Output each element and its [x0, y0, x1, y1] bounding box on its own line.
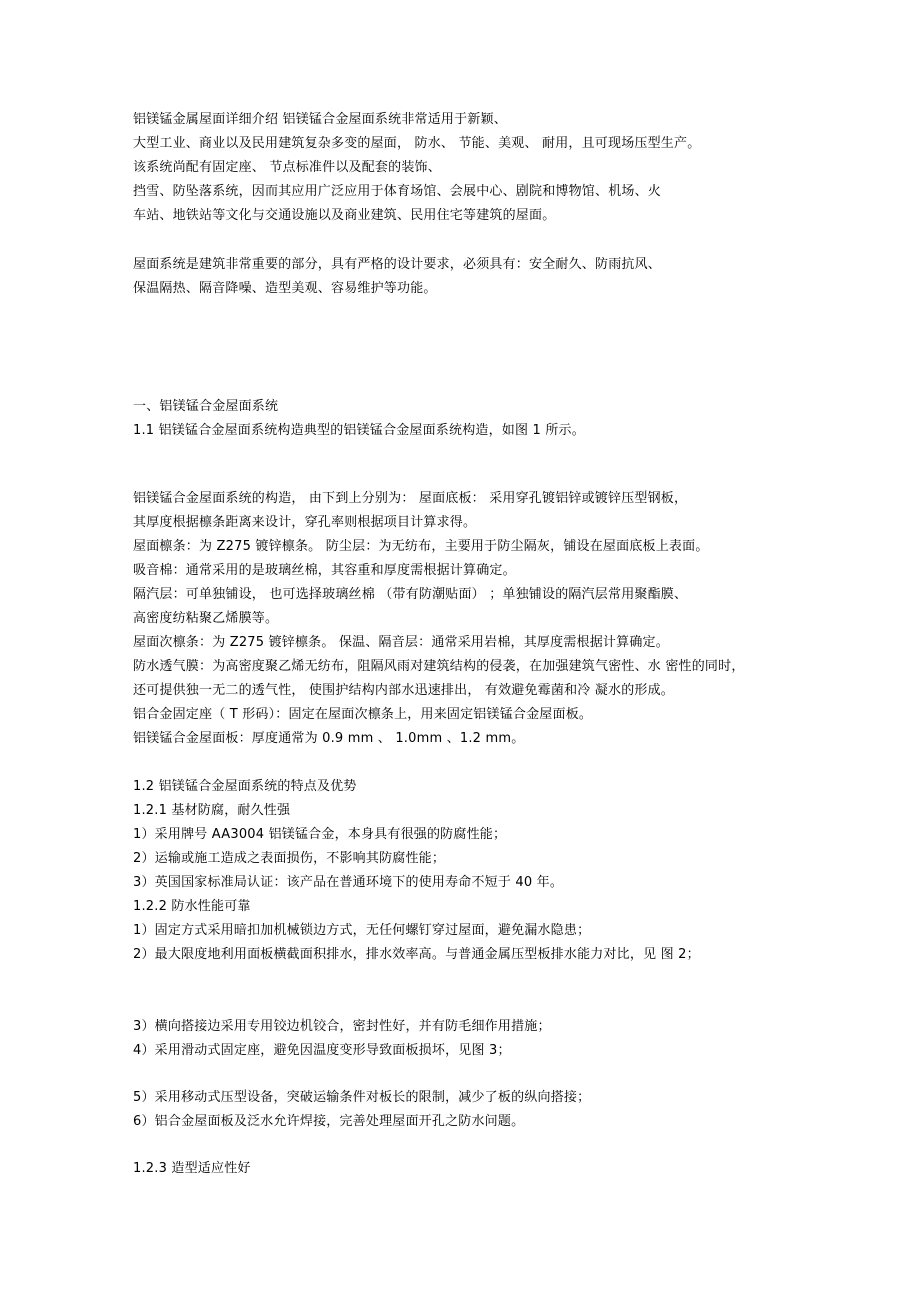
- list-item: 2）最大限度地利用面板横截面积排水，排水效率高。与普通金属压型板排水能力对比，见 图 2；: [133, 947, 700, 962]
- paragraph-line: 其厚度根据檩条距离来设计，穿孔率则根据项目计算求得。: [133, 515, 477, 530]
- paragraph-line: 该系统尚配有固定座、 节点标准件以及配套的装饰、: [133, 160, 441, 175]
- list-item: 3）英国国家标准局认证：该产品在普通环境下的使用寿命不短于 40 年。: [133, 875, 564, 890]
- paragraph-line: 屋面次檩条：为 Z275 镀锌檩条。 保温、隔音层：通常采用岩棉，其厚度需根据计算确定。: [133, 635, 669, 650]
- paragraph-line: 铝镁锰合金屋面系统的构造， 由下到上分别为： 屋面底板： 采用穿孔镀铝锌或镀锌压型钢板，: [133, 491, 688, 506]
- subsection-heading: 1.2.2 防水性能可靠: [133, 899, 251, 914]
- list-item: 2）运输或施工造成之表面损伤，不影响其防腐性能；: [133, 851, 446, 866]
- paragraph-line: 大型工业、商业以及民用建筑复杂多变的屋面， 防水、 节能、美观、 耐用，且可现场压型生产。: [133, 136, 701, 151]
- paragraph-line: 车站、地铁站等文化与交通设施以及商业建筑、民用住宅等建筑的屋面。: [133, 208, 556, 223]
- subsection-heading: 1.1 铝镁锰合金屋面系统构造典型的铝镁锰合金屋面系统构造，如图 1 所示。: [133, 423, 585, 438]
- paragraph-line: 保温隔热、隔音降噪、造型美观、容易维护等功能。: [133, 281, 437, 296]
- paragraph-line: 隔汽层：可单独铺设， 也可选择玻璃丝棉 （带有防潮贴面） ；单独铺设的隔汽层常用聚酯膜、: [133, 587, 688, 602]
- list-item: 1）采用牌号 AA3004 铝镁锰合金，本身具有很强的防腐性能；: [133, 827, 507, 842]
- paragraph-line: 挡雪、防坠落系统，因而其应用广泛应用于体育场馆、会展中心、剧院和博物馆、机场、火: [133, 184, 662, 199]
- subsection-heading: 1.2.3 造型适应性好: [133, 1161, 251, 1176]
- paragraph-line: 还可提供独一无二的透气性， 使围护结构内部水迅速排出， 有效避免霉菌和冷 凝水的形成。: [133, 683, 674, 698]
- paragraph-line: 吸音棉：通常采用的是玻璃丝棉，其容重和厚度需根据计算确定。: [133, 563, 516, 578]
- list-item: 4）采用滑动式固定座，避免因温度变形导致面板损坏，见图 3；: [133, 1043, 511, 1058]
- list-item: 5）采用移动式压型设备，突破运输条件对板长的限制，减少了板的纵向搭接；: [133, 1090, 591, 1105]
- subsection-heading: 1.2.1 基材防腐，耐久性强: [133, 803, 291, 818]
- list-item: 3）横向搭接边采用专用铰边机铰合，密封性好，并有防毛细作用措施；: [133, 1019, 551, 1034]
- subsection-heading: 1.2 铝镁锰合金屋面系统的特点及优势: [133, 779, 357, 794]
- paragraph-line: 铝镁锰金属屋面详细介绍 铝镁锰合金屋面系统非常适用于新颖、: [133, 112, 507, 127]
- paragraph-line: 铝镁锰合金屋面板：厚度通常为 0.9 mm 、 1.0mm 、1.2 mm。: [133, 731, 525, 746]
- list-item: 6）铝合金屋面板及泛水允许焊接，完善处理屋面开孔之防水问题。: [133, 1114, 525, 1129]
- paragraph-line: 屋面檩条：为 Z275 镀锌檩条。 防尘层：为无纺布，主要用于防尘隔灰，铺设在屋面底板上表面。: [133, 539, 709, 554]
- paragraph-line: 高密度纺粘聚乙烯膜等。: [133, 611, 279, 626]
- paragraph-line: 屋面系统是建筑非常重要的部分，具有严格的设计要求，必须具有：安全耐久、防雨抗风、: [133, 257, 662, 272]
- section-heading: 一、铝镁锰合金屋面系统: [133, 399, 279, 414]
- paragraph-line: 铝合金固定座（ T 形码）：固定在屋面次檩条上，用来固定铝镁锰合金屋面板。: [133, 707, 593, 722]
- paragraph-line: 防水透气膜：为高密度聚乙烯无纺布，阻隔风雨对建筑结构的侵袭，在加强建筑气密性、水 密性的同时，: [133, 659, 745, 674]
- list-item: 1）固定方式采用暗扣加机械锁边方式，无任何螺钉穿过屋面，避免漏水隐患；: [133, 923, 591, 938]
